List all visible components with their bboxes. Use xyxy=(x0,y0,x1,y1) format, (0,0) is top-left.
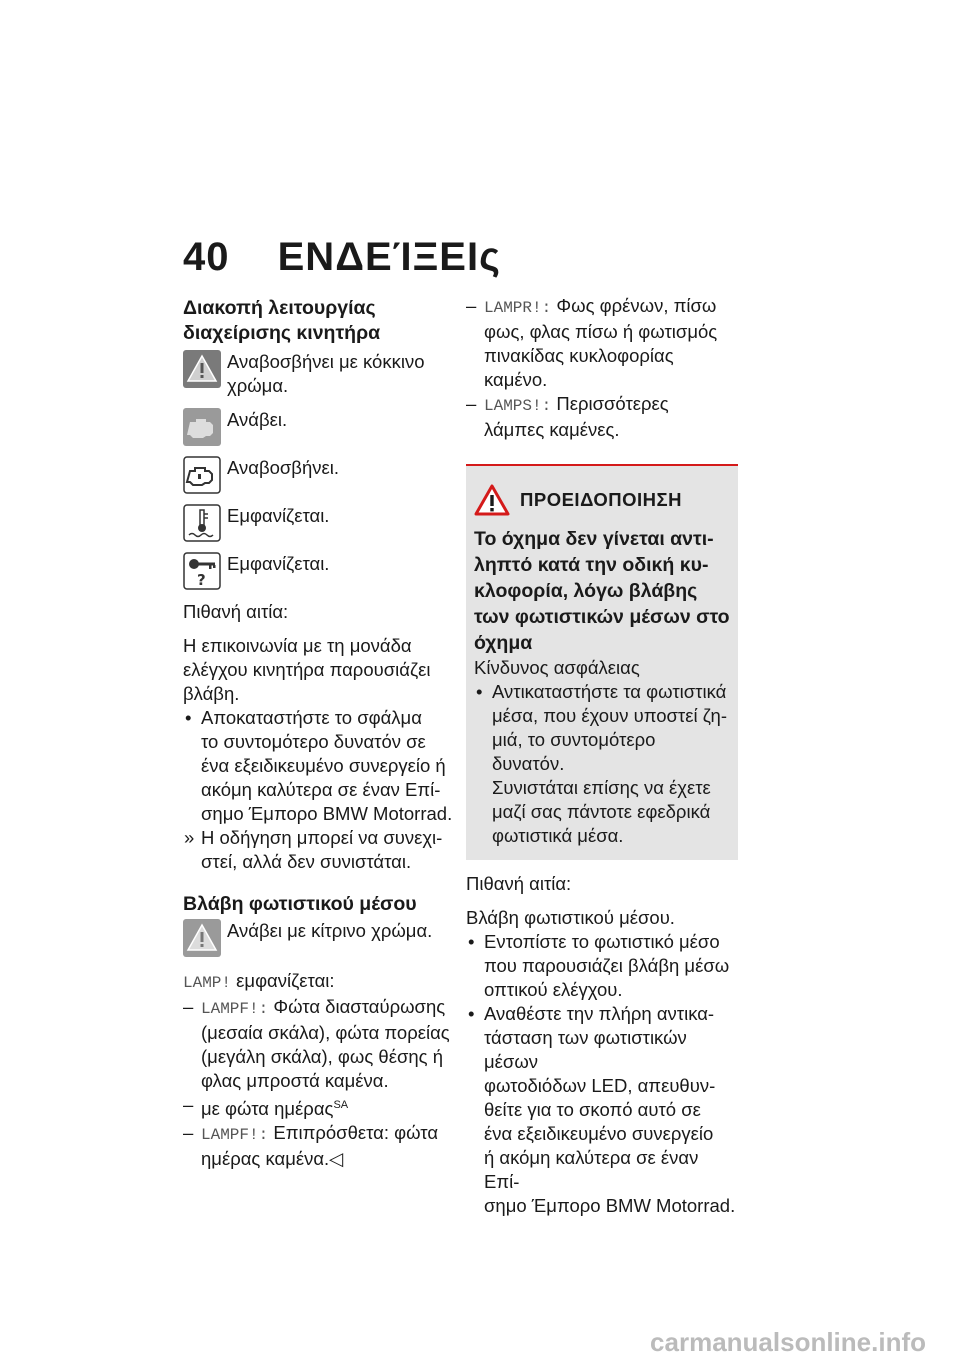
left-column xyxy=(183,296,453,1171)
chapter-title: ΕΝΔΕΊΞΕΙς xyxy=(277,235,501,279)
sa-marker: SA xyxy=(333,1099,349,1111)
lamp-item: – με φώτα ημέρας$^{SA}$ xyxy=(183,1093,453,1121)
lamp-item: – LAMPR!: Φως φρένων, πίσω φως, φλας πίσω ή φωτισμός πινακίδας κυκλοφορίας καμένο. xyxy=(466,294,738,392)
indicator-text: Ανάβει. xyxy=(227,409,288,430)
warning-subtitle: Κίνδυνος ασφάλειας xyxy=(474,657,640,678)
action-bullet: • Αποκαταστήστε το σφάλμα το συντομότερο δυνατόν σε ένα εξειδικευμένο συνεργείο ή ακόμη καλύτερα σε έναν Επί- σημο Έμπορο BMW Motorrad. xyxy=(183,706,453,826)
indicator-row: Αναβοσβήνει με κόκκινο χρώμα. xyxy=(183,350,453,398)
warning-header xyxy=(474,484,730,516)
right-column xyxy=(466,294,738,1218)
section-title-engine: Διακοπή λειτουργίας διαχείρισης κινητήρα xyxy=(183,297,381,344)
general-warning-yellow-icon xyxy=(183,919,221,957)
warning-triangle-icon xyxy=(474,484,510,516)
indicator-text: Αναβοσβήνει. xyxy=(227,457,339,478)
page-header xyxy=(183,235,501,280)
page-number: 40 xyxy=(183,235,230,279)
indicator-text: Ανάβει με κίτρινο χρώμα. xyxy=(227,920,433,941)
warning-bullet: • Αντικαταστήστε τα φωτιστικά μέσα, που έχουν υποστεί ζη- μιά, το συντομότερο δυνατόν. Συνιστάται επίσης να έχετε μαζί σας πάντοτε εφεδρικά φωτιστικά μέσα. xyxy=(474,680,730,848)
section-title-light: Βλάβη φωτιστικού μέσου xyxy=(183,893,417,915)
indicator-row xyxy=(183,456,453,494)
action-bullet: • Αναθέστε την πλήρη αντικα- τάσταση των φωτιστικών μέσων φωτοδιόδων LED, απευθυν- θείτε για το σκοπό αυτό σε ένα εξειδικευμένο συνεργείο ή ακόμη καλύτερα σε έναν Επί- σημο Έμπορο BMW Motorrad. xyxy=(466,1002,738,1218)
indicator-text: Αναβοσβήνει με κόκκινο xyxy=(227,351,425,372)
lamp-item: – LAMPS!: Περισσότερες λάμπες καμένες. xyxy=(466,392,738,442)
result-note: » Η οδήγηση μπορεί να συνεχι- στεί, αλλά δεν συνιστάται. xyxy=(183,826,453,874)
lamp-item: – LAMPF!: Φώτα διασταύρωσης (μεσαία σκάλα), φώτα πορείας (μεγάλη σκάλα), φως θέσης ή φλας μπροστά καμένα. xyxy=(183,995,453,1093)
cause-text: Βλάβη φωτιστικού μέσου. xyxy=(466,907,675,928)
svg-text:?: ? xyxy=(197,571,206,589)
indicator-text: Εμφανίζεται. xyxy=(227,505,330,526)
key-question-icon xyxy=(183,552,221,590)
indicator-text: Εμφανίζεται. xyxy=(227,553,330,574)
indicator-row xyxy=(183,919,453,957)
action-bullet: • Εντοπίστε το φωτιστικό μέσο που παρουσιάζει βλάβη μέσω οπτικού ελέγχου. xyxy=(466,930,738,1002)
cause-label: Πιθανή αιτία: xyxy=(466,873,572,894)
lamp-code: LAMP! xyxy=(183,974,232,992)
lamp-display-line: LAMP! εμφανίζεται: xyxy=(183,970,335,992)
warning-label: ΠΡΟΕΙΔΟΠΟΙΗΣΗ xyxy=(520,489,682,510)
warning-box xyxy=(466,464,738,860)
cause-text: Η επικοινωνία με τη μονάδα ελέγχου κινητήρα παρουσιάζει βλάβη. xyxy=(183,635,431,704)
coolant-temperature-icon xyxy=(183,504,221,542)
general-warning-red-icon xyxy=(183,350,221,388)
indicator-row xyxy=(183,408,453,446)
watermark: carmanualsonline.info xyxy=(650,1327,926,1357)
cause-label: Πιθανή αιτία: xyxy=(183,601,289,622)
engine-outline-icon xyxy=(183,456,221,494)
warning-title: Το όχημα δεν γίνεται αντι- ληπτό κατά την οδική κυ- κλοφορία, λόγω βλάβης των φωτιστικών μέσων στο όχημα xyxy=(474,528,730,654)
engine-yellow-icon xyxy=(183,408,221,446)
indicator-row xyxy=(183,504,453,542)
indicator-row xyxy=(183,552,453,590)
lamp-item: – LAMPF!: Επιπρόσθετα: φώτα ημέρας καμένα.◁ xyxy=(183,1121,453,1171)
